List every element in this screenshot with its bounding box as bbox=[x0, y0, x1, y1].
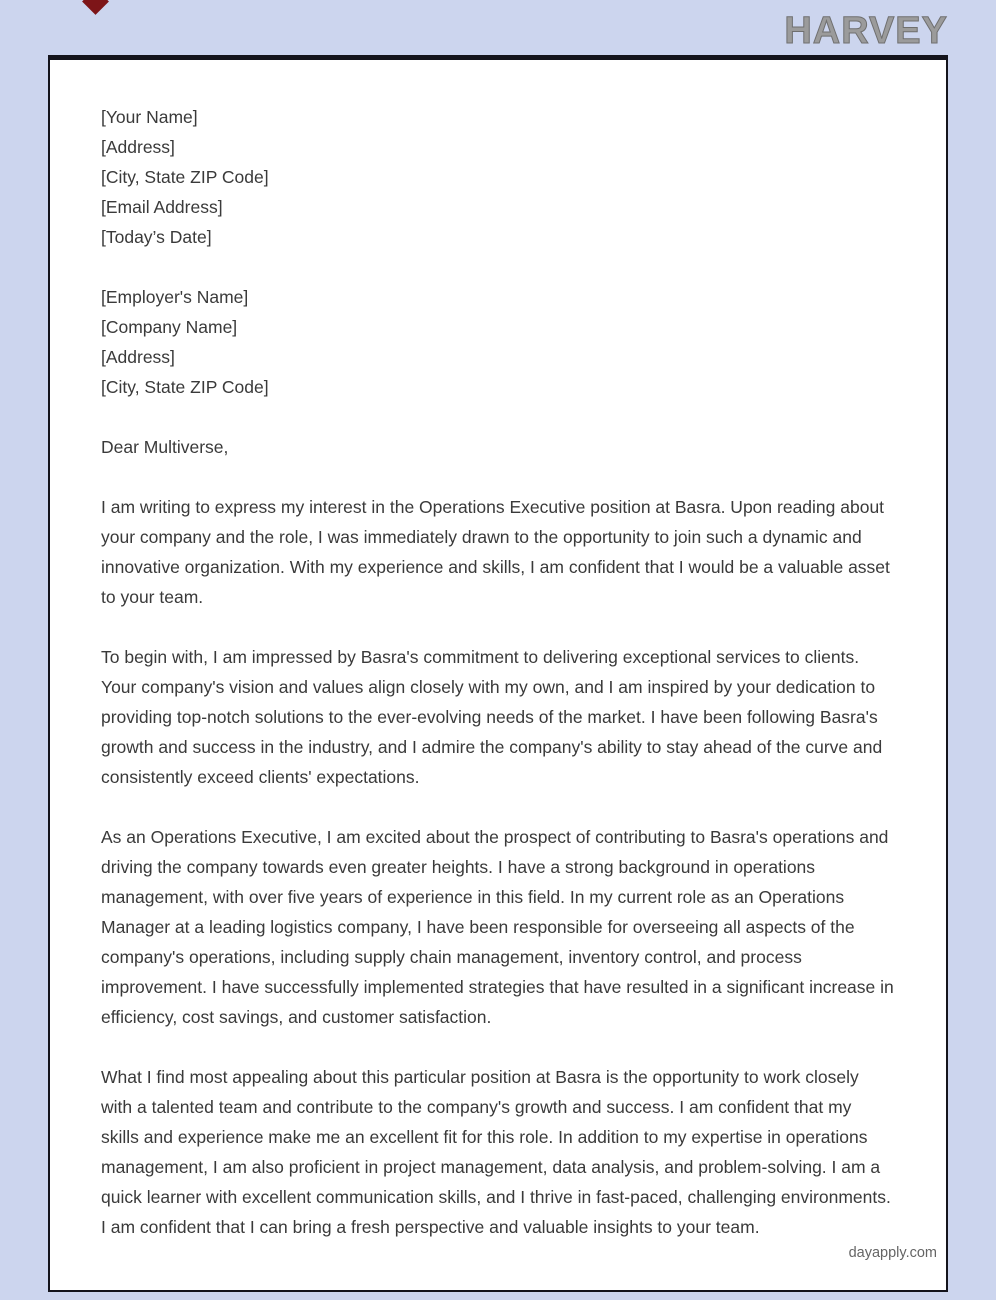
site-watermark: dayapply.com bbox=[848, 1245, 937, 1261]
company-name-placeholder: [Company Name] bbox=[101, 317, 238, 337]
recipient-address-block bbox=[101, 282, 894, 402]
salutation: Dear Multiverse, bbox=[101, 437, 229, 457]
sender-name-placeholder: [Your Name] bbox=[101, 107, 198, 127]
letter-paragraph-2: To begin with, I am impressed by Basra's commitment to delivering exceptional services to clients. Your company's vision and values align closely with my own, and I am inspired by your dedication to providing top-notch solutions to the ever-evolving needs of the market. I have been following Basra's growth and success in the industry, and I admire the company's ability to stay ahead of the curve and consistently exceed clients' expectations. bbox=[101, 647, 883, 787]
recipient-address-placeholder: [Address] bbox=[101, 347, 175, 367]
sender-city-state-zip-placeholder: [City, State ZIP Code] bbox=[101, 167, 269, 187]
letter-body bbox=[101, 102, 894, 1242]
letter-page bbox=[48, 55, 948, 1292]
sender-address-placeholder: [Address] bbox=[101, 137, 175, 157]
employer-name-placeholder: [Employer's Name] bbox=[101, 287, 249, 307]
date-placeholder: [Today’s Date] bbox=[101, 227, 212, 247]
harvey-logo: HARVEY bbox=[784, 10, 948, 52]
sender-address-block bbox=[101, 102, 894, 252]
letter-paragraph-3: As an Operations Executive, I am excited about the prospect of contributing to Basra's operations and driving the company towards even greater heights. I have a strong background in operations management, with over five years of experience in this field. In my current role as an Operations Manager at a leading logistics company, I have been responsible for overseeing all aspects of the company's operations, including supply chain management, inventory control, and process improvement. I have successfully implemented strategies that have resulted in a significant increase in efficiency, cost savings, and customer satisfaction. bbox=[101, 827, 894, 1027]
sender-email-placeholder: [Email Address] bbox=[101, 197, 223, 217]
red-corner-accent bbox=[82, 0, 109, 15]
letter-paragraph-1: I am writing to express my interest in the Operations Executive position at Basra. Upon reading about your company and the role, I was immediately drawn to the opportunity to join such a dynamic and innovative organization. With my experience and skills, I am confident that I would be a valuable asset to your team. bbox=[101, 497, 890, 607]
letter-paragraph-4: What I find most appealing about this particular position at Basra is the opportunity to work closely with a talented team and contribute to the company's growth and success. I am confident that my skills and experience make me an excellent fit for this role. In addition to my expertise in operations management, I am also proficient in project management, data analysis, and problem-solving. I am a quick learner with excellent communication skills, and I thrive in fast-paced, challenging environments. I am confident that I can bring a fresh perspective and valuable insights to your team. bbox=[101, 1067, 891, 1237]
recipient-city-state-zip-placeholder: [City, State ZIP Code] bbox=[101, 377, 269, 397]
